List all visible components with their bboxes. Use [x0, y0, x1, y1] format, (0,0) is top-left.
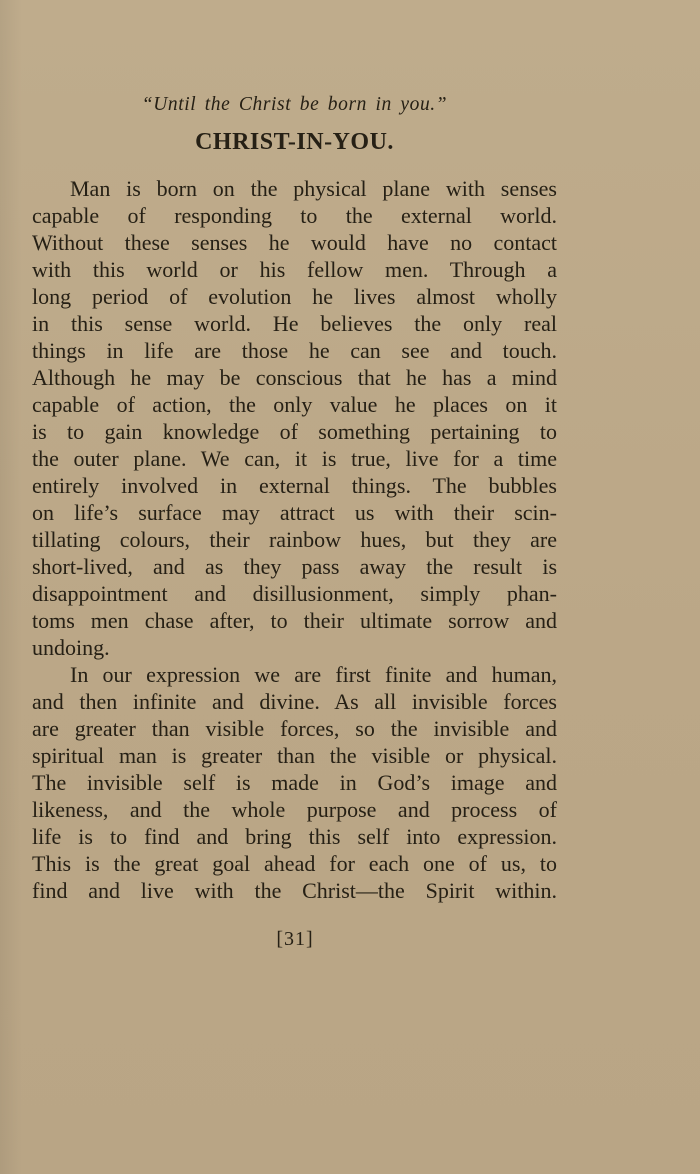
text-line: spiritual man is greater than the visible or physical. [32, 743, 557, 768]
text-line: Man is born on the physical plane with senses [70, 176, 557, 201]
text-line: toms men chase after, to their ultimate sorrow and [32, 608, 557, 633]
text-line: Although he may be conscious that he has a mind [32, 365, 557, 390]
text-line: things in life are those he can see and touch. [32, 338, 557, 363]
chapter-title: CHRIST-IN-YOU. [195, 129, 394, 155]
text-line: are greater than visible forces, so the invisible and [32, 716, 557, 741]
text-line: on life’s surface may attract us with their scin- [32, 500, 557, 525]
text-line: This is the great goal ahead for each one of us, to [32, 851, 557, 876]
text-line: capable of responding to the external world. [32, 203, 557, 228]
text-line: capable of action, the only value he places on it [32, 392, 557, 417]
text-line: in this sense world. He believes the only real [32, 311, 557, 336]
text-line: entirely involved in external things. The bubbles [32, 473, 557, 498]
text-line: undoing. [32, 635, 110, 660]
text-line: disappointment and disillusionment, simply phan- [32, 581, 557, 606]
text-line: tillating colours, their rainbow hues, but they are [32, 527, 557, 552]
paragraph-2 [32, 661, 557, 904]
text-line: In our expression we are first finite and human, [70, 662, 557, 687]
text-line: short-lived, and as they pass away the result is [32, 554, 557, 579]
text-line: likeness, and the whole purpose and process of [32, 797, 557, 822]
text-block [32, 92, 557, 904]
epigraph: “Until the Christ be born in you.” [141, 94, 448, 115]
text-line: The invisible self is made in God’s image and [32, 770, 557, 795]
paragraph-1 [32, 175, 557, 661]
text-line: find and live with the Christ—the Spirit within. [32, 878, 557, 903]
text-line: Without these senses he would have no contact [32, 230, 557, 255]
text-line: with this world or his fellow men. Through a [32, 257, 557, 282]
text-line: life is to find and bring this self into expression. [32, 824, 557, 849]
text-line: long period of evolution he lives almost wholly [32, 284, 557, 309]
text-line: the outer plane. We can, it is true, live for a time [32, 446, 557, 471]
text-line: and then infinite and divine. As all invisible forces [32, 689, 557, 714]
page-number: [31] [276, 928, 314, 950]
text-line: is to gain knowledge of something pertaining to [32, 419, 557, 444]
